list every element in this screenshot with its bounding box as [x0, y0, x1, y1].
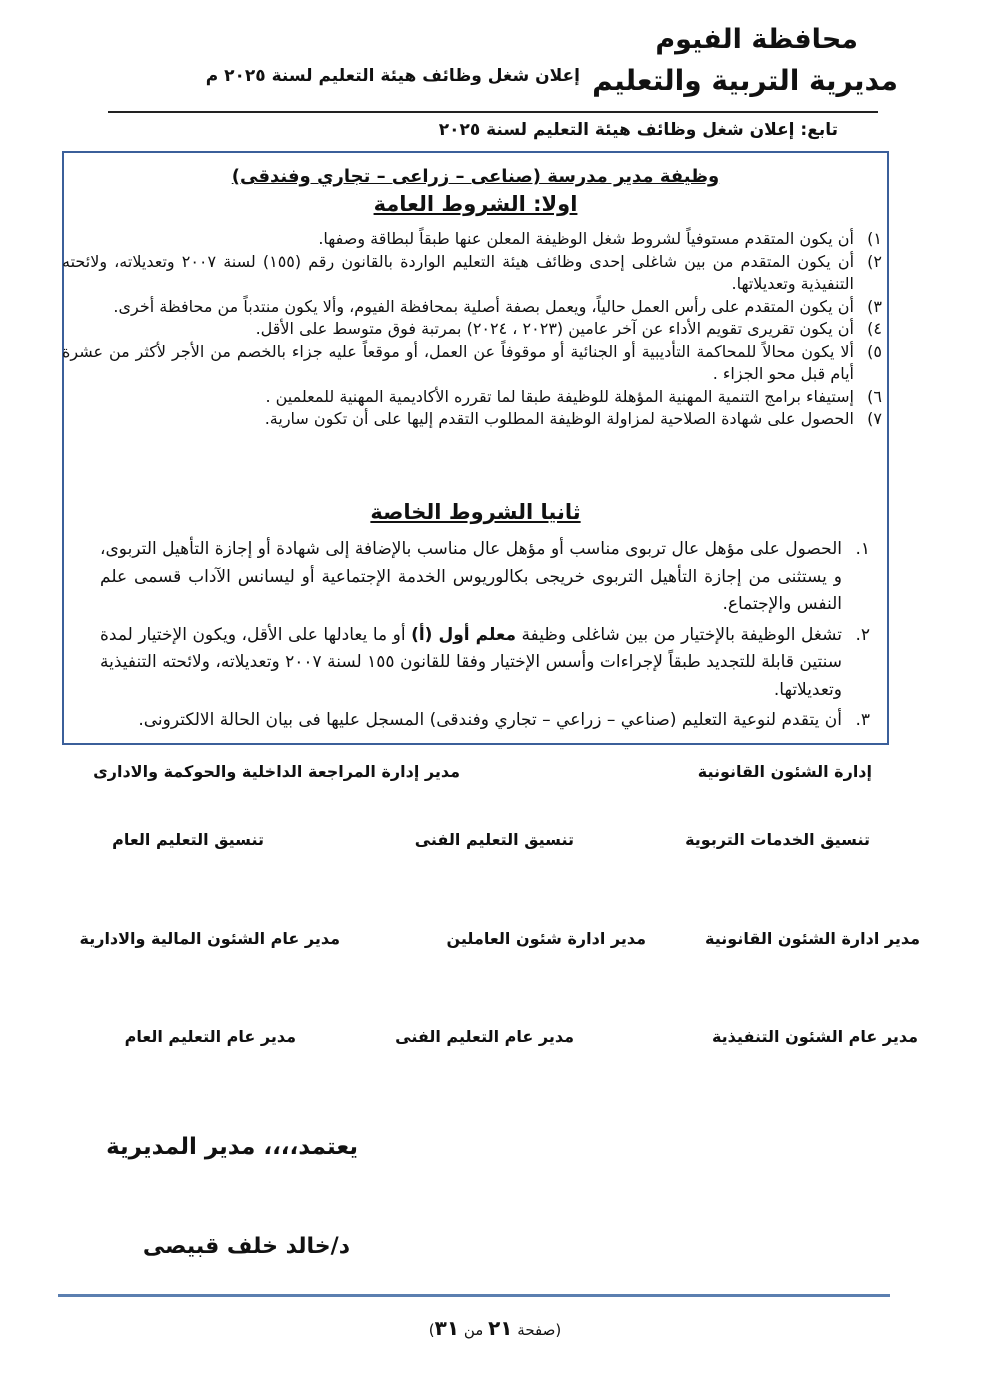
- item-number: ٥): [867, 341, 882, 361]
- continuation-title: تابع: إعلان شغل وظائف هيئة التعليم لسنة ٢٠٢٥: [438, 120, 838, 140]
- page-number: [0, 1316, 990, 1340]
- list-item: [100, 622, 870, 705]
- signature-gm-gen-edu: مدير عام التعليم العام: [124, 1027, 296, 1046]
- signature-gm-finance: مدير عام الشئون المالية والادارية: [79, 929, 340, 948]
- director-signature-name: د/خالد خلف قبيصى: [142, 1234, 350, 1259]
- special-conditions-list: [100, 536, 870, 738]
- approval-text: يعتمد،،،، مدير المديرية: [106, 1134, 358, 1160]
- announcement-header: إعلان شغل وظائف هيئة التعليم لسنة ٢٠٢٥ م: [205, 66, 580, 86]
- item-number: ٤): [867, 319, 882, 338]
- governorate-name: محافظة الفيوم: [655, 24, 858, 55]
- signature-mgr-staff: مدير ادارة شئون العاملين: [446, 929, 646, 948]
- item-text: إستيفاء برامج التنمية المهنية المؤهلة للوظيفة طبقا لما تقرره الأكاديمية المهنية للمعلمين .: [265, 386, 854, 406]
- list-item: [62, 228, 882, 251]
- item-text-bold: معلم أول (أ): [411, 624, 517, 645]
- signature-gm-exec: مدير عام الشئون التنفيذية: [711, 1027, 918, 1046]
- signature-legal-affairs: إدارة الشئون القانونية: [697, 762, 872, 781]
- list-item: [62, 296, 882, 319]
- item-text: أن يكون تقريرى تقويم الأداء عن آخر عامين (٢٠٢٣ ، ٢٠٢٤) بمرتبة فوق متوسط على الأقل.: [255, 319, 854, 338]
- item-text-part: أو ما يعادلها على الأقل، ويكون الإختيار لمدة سنتين قابلة للتجديد طبقاً لإجراءات وأسس الإختيار وفقا للقانون ١٥٥ لسنة ٢٠٠٧ وتعديلاته، ولائحته التنفيذية وتعديلاتها.: [100, 624, 842, 700]
- job-title-text: وظيفة مدير مدرسة (صناعى – زراعى – تجاري وفندقى): [231, 166, 720, 187]
- special-conditions-heading: [62, 500, 889, 524]
- item-number: ٦): [867, 386, 882, 406]
- footer-divider: [58, 1294, 890, 1297]
- item-number: ١.: [855, 539, 870, 559]
- item-text: أن يكون المتقدم على رأس العمل حالياً، ويعمل بصفة أصلية بمحافظة الفيوم، وألا يكون منتدباً من محافظة أخرى.: [113, 296, 854, 316]
- item-text: أن يكون المتقدم من بين شاغلى إحدى وظائف هيئة التعليم الواردة بالقانون رقم (١٥٥) لسنة ٢٠٠٧ وتعديلاته، ولائحته التنفيذية وتعديلاتها.: [62, 251, 855, 293]
- page-suffix: ): [428, 1321, 435, 1339]
- list-item: [62, 386, 882, 409]
- item-text-part: تشغل الوظيفة بالإختيار من بين شاغلى وظيفة: [516, 624, 842, 645]
- item-text: الحصول على مؤهل عال تربوى مناسب أو مؤهل عال مناسب بالإضافة إلى شهادة أو إجازة التأهيل التربوى، و يستثنى من إجازة التأهيل التربوى خريجى بكالوريوس الخدمة الإجتماعية أو ليسانس الآداب قسمى علم النفس والإجتماع.: [100, 539, 842, 614]
- general-conditions-heading: [62, 192, 889, 216]
- signature-audit-manager: مدير إدارة المراجعة الداخلية والحوكمة والادارى: [93, 762, 460, 781]
- general-conditions-list: [62, 228, 882, 431]
- list-item: [100, 536, 870, 619]
- item-text: أن يكون المتقدم مستوفياً لشروط شغل الوظيفة المعلن عنها طبقاً لبطاقة وصفها.: [318, 229, 854, 248]
- page-current: ٢١: [488, 1316, 513, 1340]
- item-number: ٢.: [855, 624, 870, 645]
- item-text: ألا يكون محالاً للمحاكمة التأديبية أو الجنائية أو موقوفاً عن العمل، أو موقعاً عليه جزاء بالخصم من الأجر لأكثر من عشرة أيام قبل محو الجزاء .: [62, 341, 854, 383]
- signature-coord-edu-services: تنسيق الخدمات التربوية: [685, 830, 870, 849]
- special-conditions-heading-text: ثانيا الشروط الخاصة: [370, 500, 581, 524]
- item-number: ٧): [867, 409, 882, 428]
- item-text: أن يتقدم لنوعية التعليم (صناعي – زراعي – تجاري وفندقى) المسجل عليها فى بيان الحالة الالكترونى.: [138, 710, 842, 730]
- item-text: الحصول على شهادة الصلاحية لمزاولة الوظيفة المطلوب التقدم إليها على أن تكون سارية.: [264, 409, 854, 428]
- item-number: ١): [867, 229, 882, 248]
- item-number: ٣.: [855, 710, 870, 730]
- item-number: ٢): [867, 251, 882, 271]
- page-of: من: [463, 1321, 484, 1339]
- page-total: ٣١: [434, 1316, 460, 1340]
- item-number: ٣): [867, 296, 882, 316]
- page-prefix: (صفحة: [517, 1321, 562, 1339]
- job-title: [62, 166, 889, 187]
- header-divider: [108, 111, 878, 113]
- signature-coord-gen-edu: تنسيق التعليم العام: [112, 830, 264, 849]
- list-item: [62, 408, 882, 431]
- signature-coord-tech-edu: تنسيق التعليم الفنى: [414, 830, 574, 849]
- signature-mgr-legal: مدير ادارة الشئون القانونية: [705, 929, 920, 948]
- signature-gm-tech-edu: مدير عام التعليم الفنى: [395, 1027, 574, 1046]
- list-item: [100, 707, 870, 735]
- list-item: [62, 251, 882, 296]
- item-text: [100, 622, 842, 705]
- list-item: [62, 341, 882, 386]
- list-item: [62, 318, 882, 341]
- general-conditions-heading-text: اولا: الشروط العامة: [373, 192, 578, 216]
- directorate-name: مديرية التربية والتعليم: [592, 64, 898, 97]
